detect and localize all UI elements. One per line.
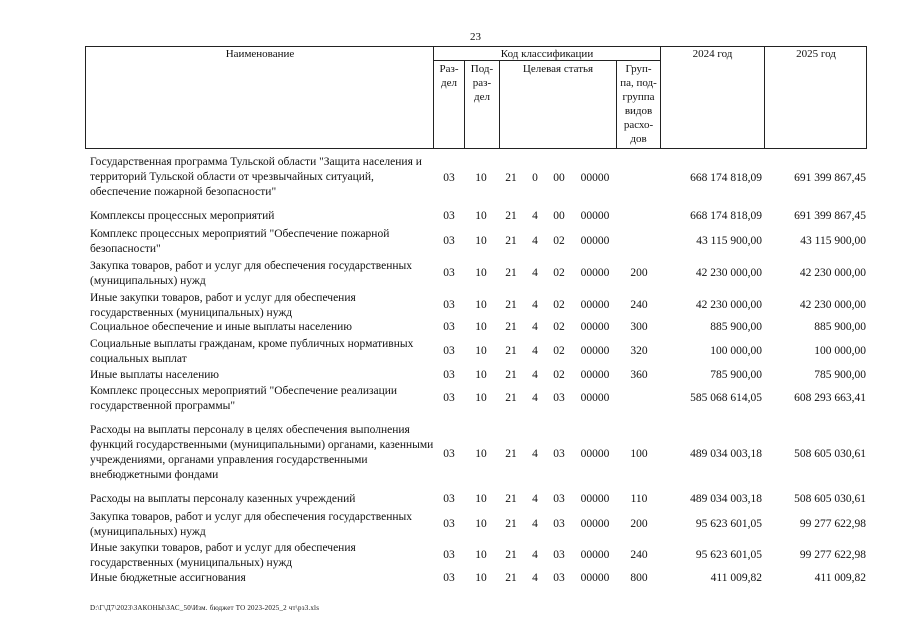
row-amount-2024: 489 034 003,18	[690, 448, 762, 460]
row-code-a: 21	[505, 518, 517, 530]
row-amount-2025: 43 115 900,00	[800, 235, 866, 247]
row-code-d: 00000	[580, 210, 610, 222]
row-code-p: 10	[475, 299, 487, 311]
row-code-d: 00000	[580, 235, 610, 247]
row-amount-2024: 885 900,00	[710, 321, 762, 333]
header-name: Наименование	[225, 48, 295, 60]
row-code-p: 10	[475, 448, 487, 460]
table-row	[0, 320, 904, 336]
row-amount-2025: 785 900,00	[814, 369, 866, 381]
row-code-g: 200	[630, 267, 648, 279]
header-group-line: расхо-	[623, 119, 654, 131]
row-amount-2024: 585 068 614,05	[690, 392, 762, 404]
row-code-a: 21	[505, 448, 517, 460]
row-amount-2025: 99 277 622,98	[799, 518, 866, 530]
table-row	[0, 492, 904, 508]
row-code-r: 03	[443, 210, 455, 222]
row-code-g: 800	[630, 572, 648, 584]
row-amount-2024: 668 174 818,09	[690, 172, 762, 184]
row-code-a: 21	[505, 210, 517, 222]
row-code-b: 4	[532, 518, 538, 530]
row-name: Социальные выплаты гражданам, кроме публичных нормативных социальных выплат	[90, 338, 414, 365]
row-code-r: 03	[443, 267, 455, 279]
row-code-a: 21	[505, 369, 517, 381]
row-name: Расходы на выплаты персоналу в целях обеспечения выполнения функций государственными (муниципальными) органами, казенными учреждениями, органами управления государственными внебюджетными фондами	[90, 424, 434, 481]
row-code-d: 00000	[580, 369, 610, 381]
row-name: Закупка товаров, работ и услуг для обеспечения государственных (муниципальных) нужд	[90, 511, 413, 538]
row-amount-2024: 785 900,00	[710, 369, 762, 381]
table-row	[0, 155, 904, 203]
row-code-r: 03	[443, 345, 455, 357]
row-amount-2025: 42 230 000,00	[799, 299, 866, 311]
row-code-b: 4	[532, 321, 538, 333]
row-code-p: 10	[475, 210, 487, 222]
row-amount-2024: 668 174 818,09	[690, 210, 762, 222]
header-razdel	[435, 62, 463, 90]
row-amount-2024: 100 000,00	[710, 345, 762, 357]
row-code-d: 00000	[580, 321, 610, 333]
row-amount-2025: 42 230 000,00	[799, 267, 866, 279]
row-code-b: 4	[532, 345, 538, 357]
row-code-b: 4	[532, 267, 538, 279]
row-code-g: 240	[630, 549, 648, 561]
header-podrazdel-line: Под-	[470, 63, 494, 75]
header-podrazdel-line: дел	[474, 91, 490, 103]
page-number: 23	[470, 31, 481, 43]
row-code-d: 00000	[580, 572, 610, 584]
row-name: Социальное обеспечение и иные выплаты населению	[90, 321, 352, 333]
row-code-b: 4	[532, 448, 538, 460]
row-code-r: 03	[443, 321, 455, 333]
row-amount-2025: 691 399 867,45	[794, 210, 866, 222]
row-amount-2024: 95 623 601,05	[695, 518, 762, 530]
row-code-b: 4	[532, 493, 538, 505]
row-code-g: 300	[630, 321, 648, 333]
header-podrazdel-line: раз-	[472, 77, 492, 89]
row-code-p: 10	[475, 267, 487, 279]
row-code-b: 4	[532, 392, 538, 404]
row-code-a: 21	[505, 392, 517, 404]
row-amount-2025: 99 277 622,98	[799, 549, 866, 561]
row-code-r: 03	[443, 172, 455, 184]
row-amount-2025: 508 605 030,61	[794, 448, 866, 460]
row-code-d: 00000	[580, 267, 610, 279]
row-code-g: 360	[630, 369, 648, 381]
row-code-c: 02	[553, 235, 565, 247]
table-row	[0, 227, 904, 257]
row-code-g: 200	[630, 518, 648, 530]
row-name: Расходы на выплаты персоналу казенных учреждений	[90, 493, 356, 505]
row-code-c: 03	[553, 572, 565, 584]
row-amount-2025: 885 900,00	[814, 321, 866, 333]
row-code-p: 10	[475, 321, 487, 333]
row-code-a: 21	[505, 549, 517, 561]
header-2025: 2025 год	[796, 48, 836, 60]
row-code-r: 03	[443, 572, 455, 584]
row-amount-2024: 42 230 000,00	[695, 267, 762, 279]
row-code-a: 21	[505, 493, 517, 505]
row-amount-2025: 411 009,82	[814, 572, 866, 584]
header-podrazdel	[466, 62, 498, 104]
row-code-d: 00000	[580, 448, 610, 460]
row-code-c: 00	[553, 172, 565, 184]
row-code-d: 00000	[580, 518, 610, 530]
row-code-r: 03	[443, 369, 455, 381]
row-code-p: 10	[475, 549, 487, 561]
row-code-c: 03	[553, 549, 565, 561]
row-code-c: 02	[553, 345, 565, 357]
row-code-a: 21	[505, 267, 517, 279]
row-amount-2024: 489 034 003,18	[690, 493, 762, 505]
table-row	[0, 209, 904, 225]
row-code-r: 03	[443, 518, 455, 530]
row-code-a: 21	[505, 299, 517, 311]
row-code-d: 00000	[580, 172, 610, 184]
row-name: Иные закупки товаров, работ и услуг для обеспечения государственных (муниципальных) нужд	[90, 292, 356, 319]
row-code-r: 03	[443, 235, 455, 247]
header-divider	[764, 46, 765, 148]
row-name: Комплекс процессных мероприятий "Обеспечение реализации государственной программы"	[90, 385, 398, 412]
row-code-r: 03	[443, 299, 455, 311]
row-code-p: 10	[475, 518, 487, 530]
row-code-a: 21	[505, 572, 517, 584]
row-code-b: 4	[532, 369, 538, 381]
header-group-line: видов	[624, 105, 653, 117]
header-razdel-line: дел	[441, 77, 457, 89]
row-code-p: 10	[475, 493, 487, 505]
row-code-a: 21	[505, 345, 517, 357]
row-code-p: 10	[475, 572, 487, 584]
row-amount-2025: 608 293 663,41	[794, 392, 866, 404]
row-amount-2025: 691 399 867,45	[794, 172, 866, 184]
table-row	[0, 510, 904, 540]
header-group-line: группа	[622, 91, 655, 103]
row-code-g: 320	[630, 345, 648, 357]
row-code-c: 02	[553, 267, 565, 279]
row-code-b: 4	[532, 299, 538, 311]
row-amount-2024: 95 623 601,05	[695, 549, 762, 561]
file-path-footer: D:\Г\Д7\2023\ЗАКОНЫ\ЗАС_50\Изм. бюджет ТО 2023-2025_2 чт\рз3.xls	[90, 604, 320, 612]
row-code-p: 10	[475, 369, 487, 381]
row-code-a: 21	[505, 235, 517, 247]
row-code-c: 02	[553, 321, 565, 333]
row-amount-2024: 411 009,82	[710, 572, 762, 584]
row-name: Иные выплаты населению	[90, 369, 219, 381]
row-name: Иные закупки товаров, работ и услуг для обеспечения государственных (муниципальных) нужд	[90, 542, 356, 569]
row-code-p: 10	[475, 235, 487, 247]
row-amount-2025: 508 605 030,61	[794, 493, 866, 505]
header-group	[617, 62, 660, 146]
row-code-p: 10	[475, 392, 487, 404]
row-code-c: 02	[553, 369, 565, 381]
header-razdel-line: Раз-	[439, 63, 459, 75]
table-row	[0, 368, 904, 384]
row-code-a: 21	[505, 172, 517, 184]
header-group-line: дов	[630, 133, 647, 145]
row-code-c: 03	[553, 518, 565, 530]
row-amount-2025: 100 000,00	[814, 345, 866, 357]
row-code-r: 03	[443, 392, 455, 404]
header-group-line: па, под-	[620, 77, 657, 89]
row-code-d: 00000	[580, 299, 610, 311]
header-code-group: Код классификации	[500, 48, 594, 60]
row-code-c: 02	[553, 299, 565, 311]
row-code-r: 03	[443, 493, 455, 505]
table-row	[0, 291, 904, 321]
header-divider	[433, 46, 434, 148]
table-row	[0, 259, 904, 289]
row-code-c: 03	[553, 493, 565, 505]
table-row	[0, 571, 904, 587]
row-amount-2024: 43 115 900,00	[696, 235, 762, 247]
row-code-c: 00	[553, 210, 565, 222]
row-amount-2024: 42 230 000,00	[695, 299, 762, 311]
row-code-p: 10	[475, 345, 487, 357]
table-row	[0, 541, 904, 571]
row-code-c: 03	[553, 448, 565, 460]
row-code-d: 00000	[580, 345, 610, 357]
row-code-r: 03	[443, 448, 455, 460]
row-code-r: 03	[443, 549, 455, 561]
row-name: Государственная программа Тульской области "Защита населения и территорий Тульской области от чрезвычайных ситуаций, обеспечение пожарной безопасности"	[90, 156, 422, 198]
row-code-d: 00000	[580, 493, 610, 505]
table-row	[0, 337, 904, 367]
table-row	[0, 423, 904, 487]
row-code-g: 110	[630, 493, 648, 505]
header-divider	[660, 46, 661, 148]
row-code-b: 4	[532, 210, 538, 222]
row-code-p: 10	[475, 172, 487, 184]
row-code-b: 4	[532, 572, 538, 584]
row-code-d: 00000	[580, 549, 610, 561]
row-code-b: 4	[532, 235, 538, 247]
row-code-a: 21	[505, 321, 517, 333]
row-name: Иные бюджетные ассигнования	[90, 572, 246, 584]
row-name: Закупка товаров, работ и услуг для обеспечения государственных (муниципальных) нужд	[90, 260, 413, 287]
row-code-c: 03	[553, 392, 565, 404]
table-row	[0, 384, 904, 414]
row-name: Комплекс процессных мероприятий "Обеспечение пожарной безопасности"	[90, 228, 390, 255]
header-group-line: Груп-	[625, 63, 652, 75]
row-code-d: 00000	[580, 392, 610, 404]
row-code-g: 240	[630, 299, 648, 311]
header-target: Целевая статья	[522, 63, 594, 75]
row-code-b: 4	[532, 549, 538, 561]
row-code-b: 0	[532, 172, 538, 184]
header-divider	[464, 60, 465, 148]
header-2024: 2024 год	[692, 48, 733, 60]
row-code-g: 100	[630, 448, 648, 460]
row-name: Комплексы процессных мероприятий	[90, 210, 275, 222]
